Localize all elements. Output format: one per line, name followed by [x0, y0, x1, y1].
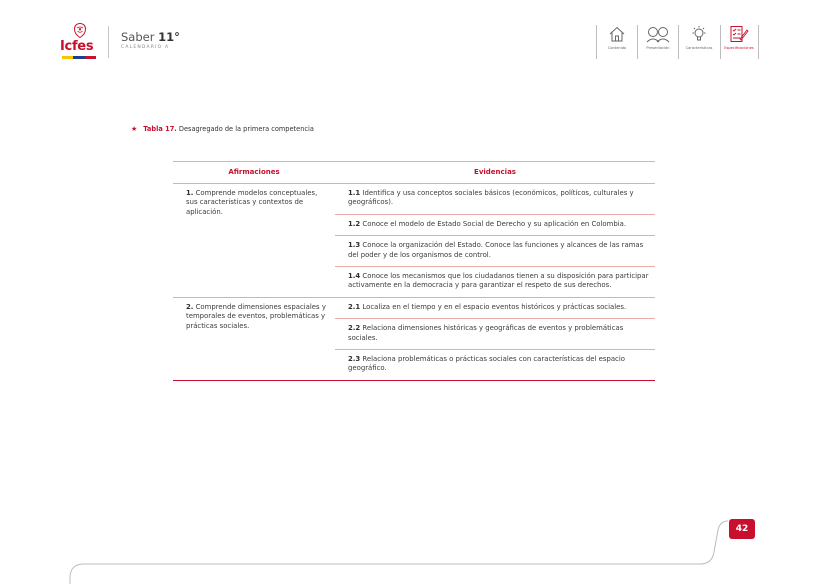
afirmacion-number: 1. [186, 189, 194, 197]
evidencia-text: Identifica y usa conceptos sociales básicos (económicos, políticos, culturales y geográficos). [348, 189, 634, 207]
evidencia-text: Conoce los mecanismos que los ciudadanos tienen a su disposición para participar activamente en la democracia y para garantizar el respeto de sus derechos. [348, 272, 649, 290]
afirmacion-text: Comprende modelos conceptuales, sus características y contextos de aplicación. [186, 189, 318, 216]
evidencia-number: 2.1 [348, 302, 361, 311]
nav-label: Contenido [607, 46, 627, 50]
evidencia-number: 1.3 [348, 241, 361, 250]
evidencia-text: Relaciona problemáticas o prácticas sociales con características del espacio geográfico. [348, 355, 625, 373]
evidencia-number: 2.3 [348, 355, 361, 364]
header-evidencias: Evidencias [335, 162, 655, 184]
exam-title-prefix: Saber [121, 30, 155, 44]
evidencia-text: Localiza en el tiempo y en el espacio eventos históricos y prácticas sociales. [362, 302, 627, 311]
nav-label: Especificaciones [724, 46, 754, 50]
exam-grade: 11° [158, 30, 180, 44]
afirmacion-number: 2. [186, 302, 194, 311]
afirmacion-text: Comprende dimensiones espaciales y temporales de eventos, problemáticas y prácticas sociales. [186, 302, 326, 330]
evidencia-text: Conoce la organización del Estado. Conoce las funciones y alcances de las ramas del poder y de los organismos de control. [348, 241, 644, 259]
exam-subtitle: CALENDARIO A [121, 45, 170, 50]
star-icon: ★ [131, 125, 138, 133]
evidencia-text: Conoce el modelo de Estado Social de Derecho y su aplicación en Colombia. [362, 219, 627, 228]
nav-label: Características [685, 46, 713, 50]
brand-name: Icfes [60, 39, 94, 54]
evidencia-number: 1.1 [348, 189, 361, 197]
caption-text: Desagregado de la primera competencia [178, 125, 314, 133]
evidencia-number: 1.4 [348, 272, 361, 281]
nav-label: Presentación [646, 46, 670, 50]
evidencia-number: 1.2 [348, 219, 361, 228]
page-number: 42 [729, 519, 755, 539]
evidencia-number: 2.2 [348, 324, 361, 333]
table-number: Tabla 17. [143, 125, 177, 133]
evidencia-text: Relaciona dimensiones históricas y geográficas de eventos y problemáticas sociales. [348, 324, 624, 342]
header-afirmaciones: Afirmaciones [173, 162, 335, 184]
